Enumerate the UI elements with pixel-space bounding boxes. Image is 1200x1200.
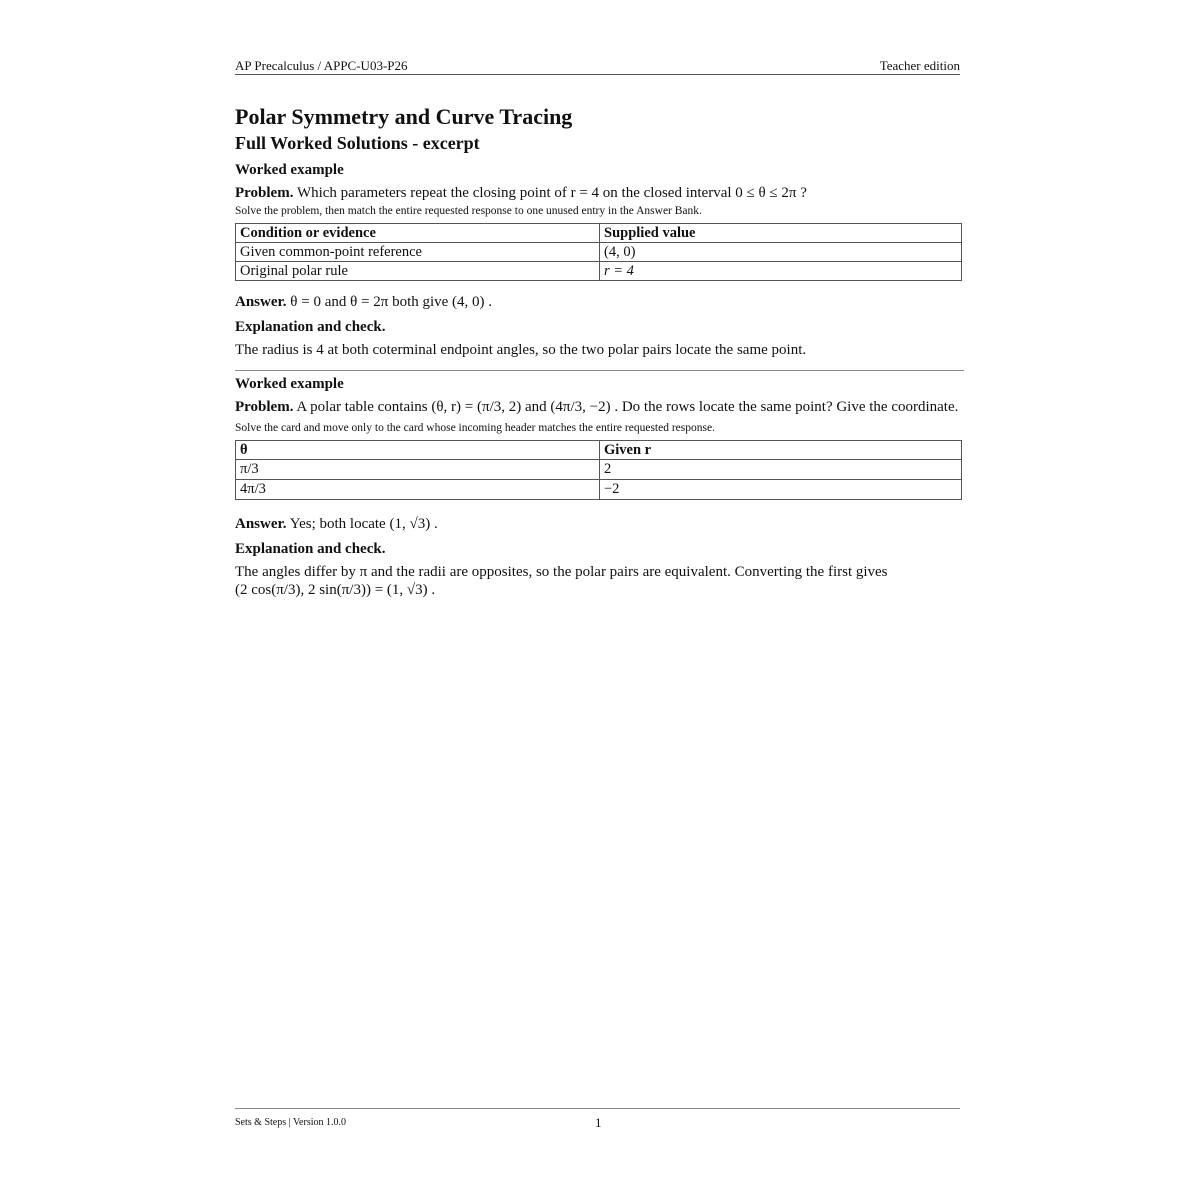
- page-footer: [235, 1108, 960, 1130]
- table-row: [236, 262, 962, 281]
- worksheet-page: [235, 0, 964, 1200]
- footer-version: Sets & Steps | Version 1.0.0: [235, 1117, 346, 1128]
- table-header-row: [236, 441, 962, 460]
- section-divider: [235, 370, 964, 371]
- table-cell: 2: [600, 460, 962, 480]
- example2-explanation-label: Explanation and check.: [235, 541, 386, 557]
- example1-explanation: The radius is 4 at both coterminal endpoint angles, so the two polar pairs locate the same point.: [235, 342, 807, 358]
- table-cell: 4π/3: [236, 480, 600, 500]
- table-cell: Given common-point reference: [236, 243, 600, 262]
- answer-label: Answer.: [235, 294, 287, 310]
- table-header-cell: θ: [236, 441, 600, 460]
- table-header-cell: Condition or evidence: [236, 224, 600, 243]
- table-header-cell: Given r: [600, 441, 962, 460]
- example1-answer: [235, 293, 964, 312]
- table-row: [236, 480, 962, 500]
- table-cell: r = 4: [600, 262, 962, 281]
- table-header-row: [236, 224, 962, 243]
- table-cell: −2: [600, 480, 962, 500]
- problem-label: Problem.: [235, 399, 294, 415]
- table-cell: π/3: [236, 460, 600, 480]
- example2-table: [235, 440, 962, 500]
- answer-text: θ = 0 and θ = 2π both give (4, 0) .: [290, 294, 493, 310]
- answer-text: Yes; both locate (1, √3) .: [289, 516, 438, 532]
- example2-table-wrap: [235, 440, 964, 500]
- page-number: 1: [595, 1115, 602, 1130]
- page-subtitle: Full Worked Solutions - excerpt: [235, 133, 480, 153]
- answer-label: Answer.: [235, 516, 287, 532]
- example1-heading: Worked example: [235, 162, 344, 178]
- edition-label: Teacher edition: [879, 58, 960, 73]
- problem-label: Problem.: [235, 185, 294, 201]
- example1-problem: [235, 184, 964, 203]
- example1-table: [235, 223, 962, 281]
- table-cell: (4, 0): [600, 243, 962, 262]
- example1-table-wrap: [235, 223, 964, 281]
- course-reference: AP Precalculus / APPC-U03-P26: [235, 58, 408, 73]
- example2-explanation-line2: (2 cos(π/3), 2 sin(π/3)) = (1, √3) .: [235, 582, 436, 598]
- example2-answer: [235, 515, 964, 534]
- example1-explanation-label: Explanation and check.: [235, 319, 386, 335]
- example2-instruction: Solve the card and move only to the card whose incoming header matches the entire requested response.: [235, 422, 715, 434]
- running-header: [235, 58, 960, 75]
- problem-text: A polar table contains (θ, r) = (π/3, 2) and (4π/3, −2) . Do the rows locate the same point? Give the coordinate.: [296, 399, 959, 415]
- table-header-cell: Supplied value: [600, 224, 962, 243]
- table-cell: Original polar rule: [236, 262, 600, 281]
- example2-explanation-line1: The angles differ by π and the radii are opposites, so the polar pairs are equivalent. Converting the first gives: [235, 564, 888, 580]
- table-row: [236, 460, 962, 480]
- problem-text: Which parameters repeat the closing point of r = 4 on the closed interval 0 ≤ θ ≤ 2π ?: [296, 185, 807, 201]
- page-title: Polar Symmetry and Curve Tracing: [235, 104, 573, 129]
- example1-instruction: Solve the problem, then match the entire requested response to one unused entry in the Answer Bank.: [235, 205, 702, 217]
- table-row: [236, 243, 962, 262]
- example2-heading: Worked example: [235, 376, 344, 392]
- example2-problem: [235, 398, 964, 417]
